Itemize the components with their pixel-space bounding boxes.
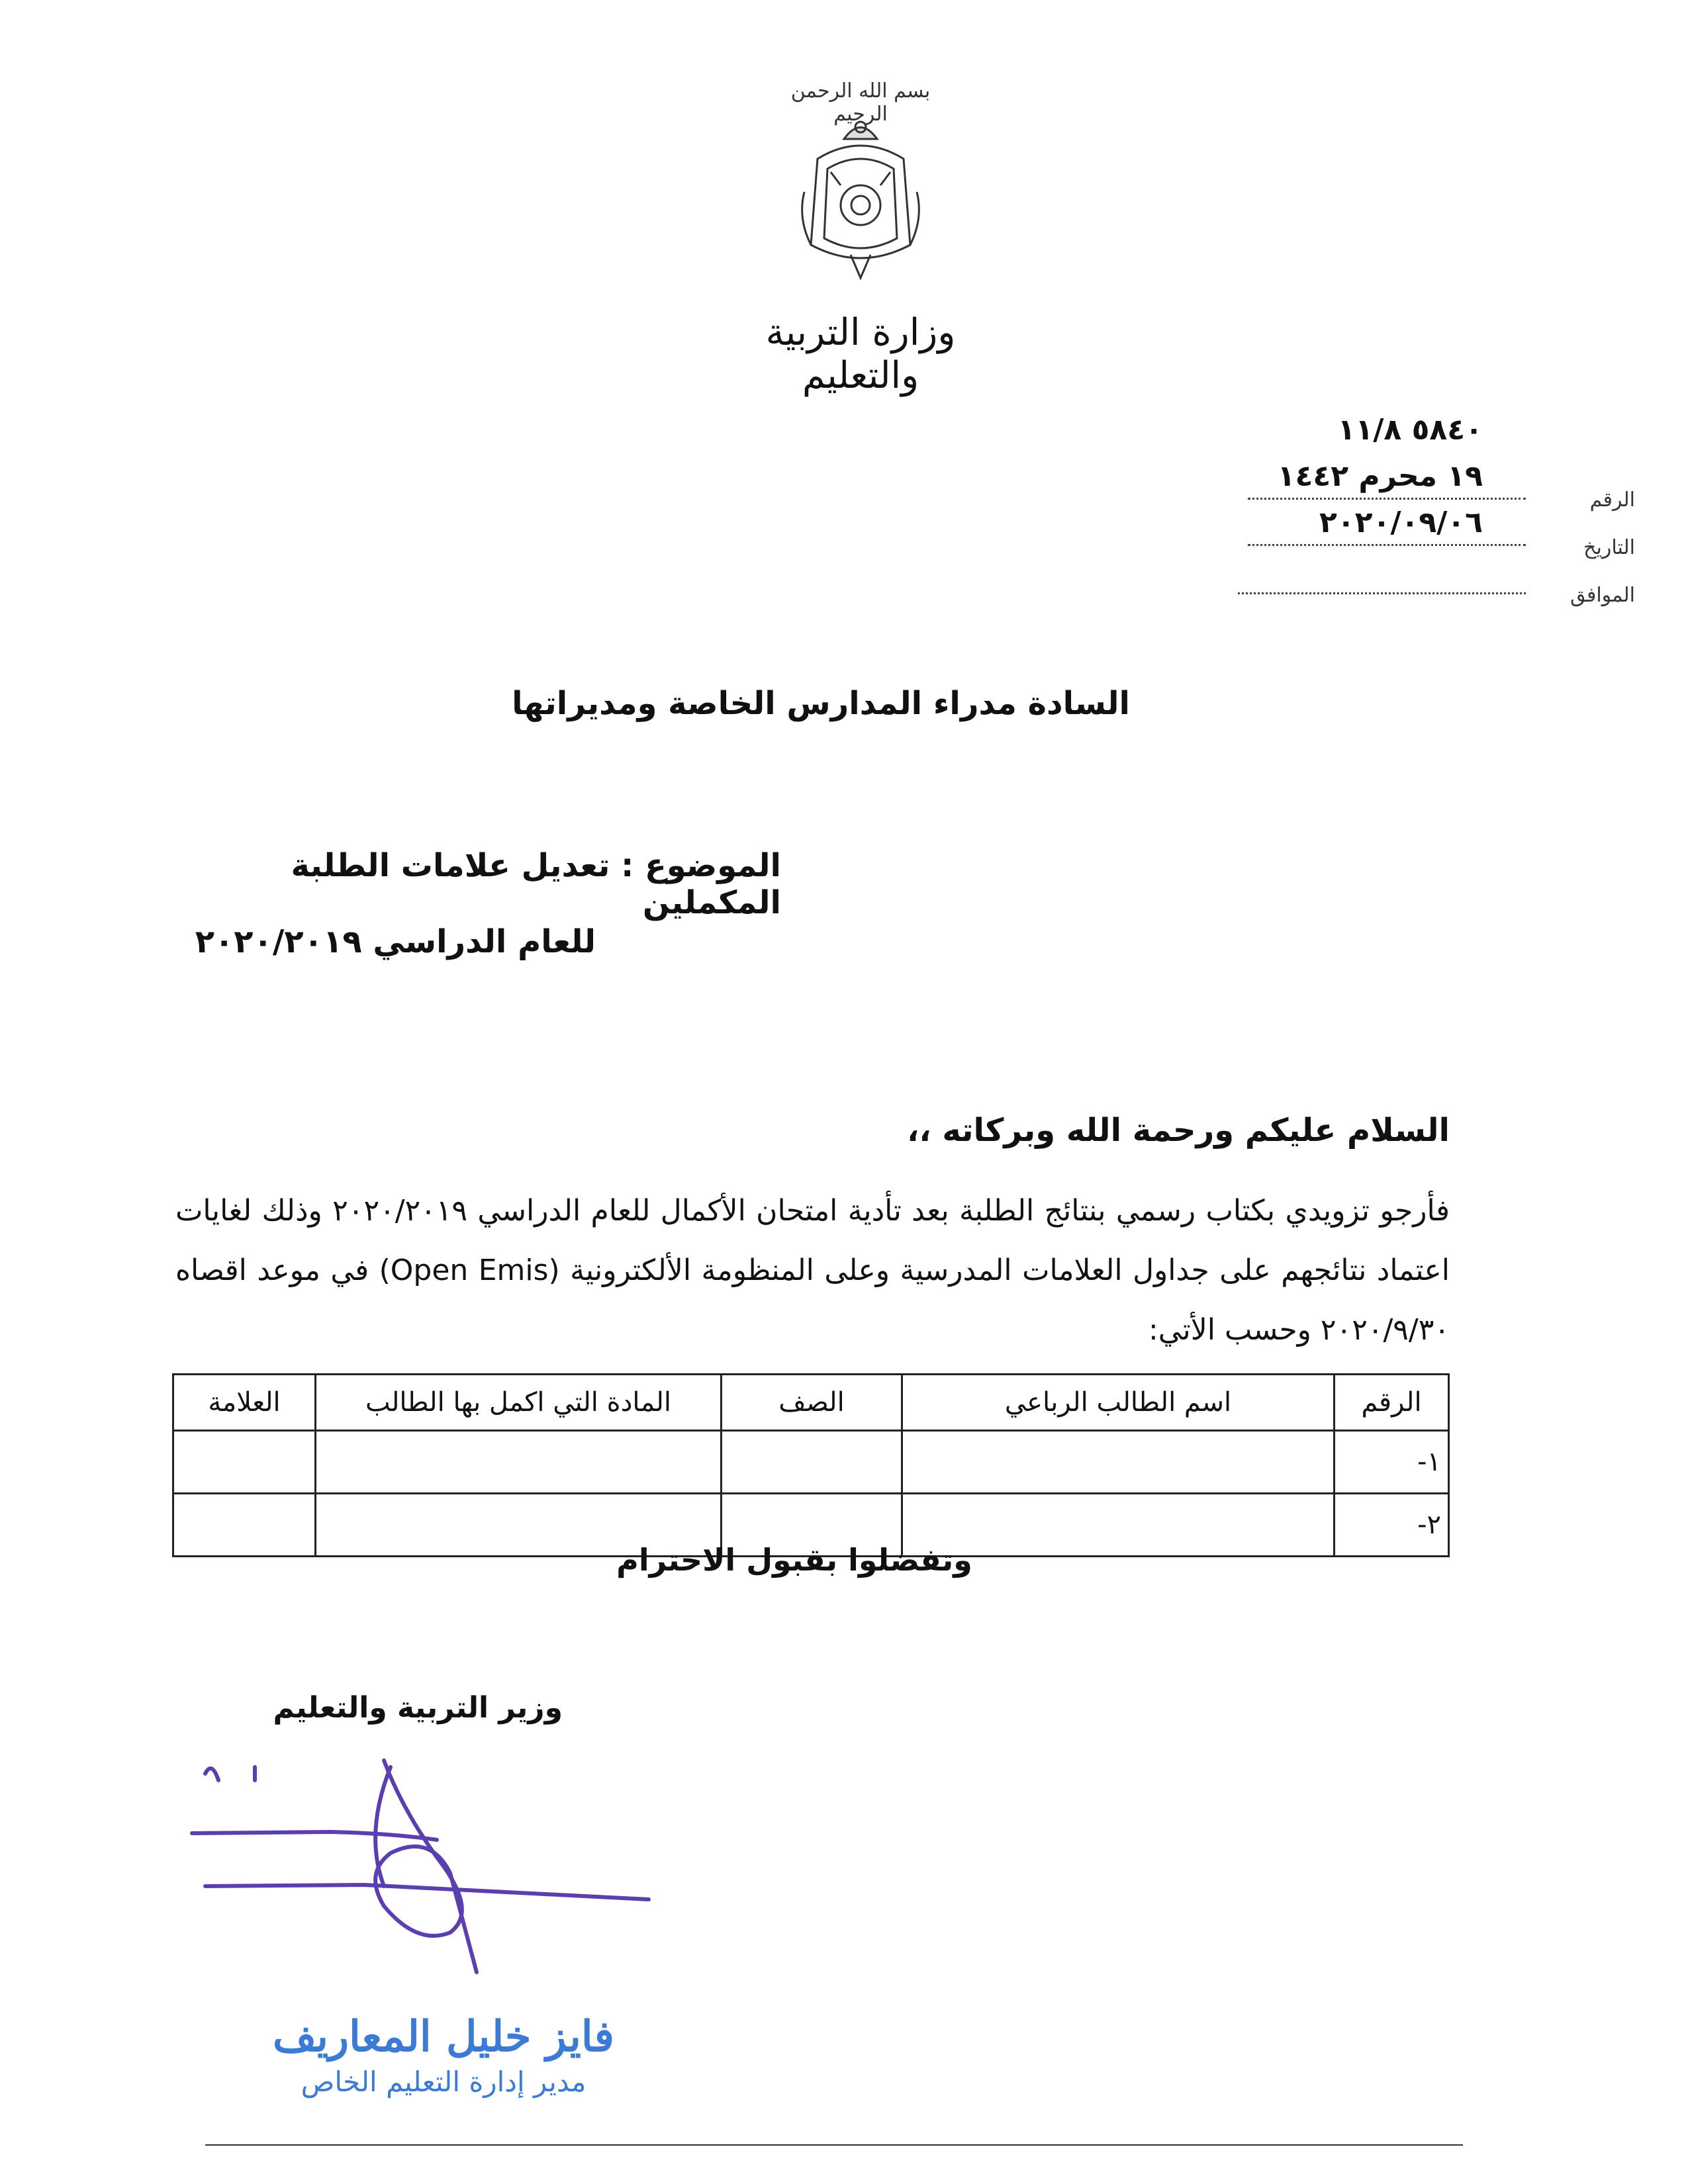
label-corresponding: الموافق <box>1570 584 1635 607</box>
recipient: السادة مدراء المدارس الخاصة ومديراتها <box>512 685 1130 722</box>
gregorian-date: ٢٠٢٠/٠٩/٠٦ <box>1319 506 1483 539</box>
header-number: الرقم <box>1335 1375 1449 1431</box>
header-subject: المادة التي اكمل بها الطالب <box>316 1375 722 1431</box>
subject-year: للعام الدراسي ٢٠٢٠/٢٠١٩ <box>195 923 596 960</box>
dotted-line <box>1248 498 1526 500</box>
reference-number: ٥٨٤٠ ١١/٨ <box>1337 413 1483 447</box>
label-date: التاريخ <box>1583 536 1635 559</box>
greeting: السلام عليكم ورحمة الله وبركاته ،، <box>907 1112 1450 1149</box>
official-stamp <box>265 2012 622 2131</box>
students-table <box>172 1373 1450 1557</box>
cell-student-name <box>902 1431 1335 1494</box>
row-number: ١- <box>1335 1431 1449 1494</box>
cell-grade <box>722 1431 902 1494</box>
body-paragraph: فأرجو تزويدي بكتاب رسمي بنتائج الطلبة بعد تأدية امتحان الأكمال للعام الدراسي ٢٠٢٠/٢٠١٩ وذلك لغايات اعتماد نتائجهم على جداول العلامات المدرسية وعلى المنظومة الألكترونية (Open Emis) في موعد اقصاه ٢٠٢٠/٩/٣٠ وحسب الأتي: <box>175 1194 1450 1347</box>
cell-mark <box>173 1431 316 1494</box>
ministry-name: وزارة التربية والتعليم <box>765 311 956 397</box>
signature-icon <box>165 1734 669 1999</box>
table-header-row <box>173 1375 1449 1431</box>
jordan-coat-of-arms-icon <box>791 113 930 285</box>
cell-mark <box>173 1494 316 1557</box>
header-grade: الصف <box>722 1375 902 1431</box>
dotted-line <box>1238 592 1526 594</box>
hijri-date: ١٩ محرم ١٤٤٢ <box>1277 459 1483 493</box>
reference-values <box>1244 407 1483 546</box>
label-number: الرقم <box>1589 488 1635 512</box>
subject: الموضوع : تعديل علامات الطلبة المكملين <box>291 847 781 921</box>
header-student-name: اسم الطالب الرباعي <box>902 1375 1335 1431</box>
minister-title: وزير التربية والتعليم <box>273 1691 563 1725</box>
cell-subject <box>316 1431 722 1494</box>
header-mark: العلامة <box>173 1375 316 1431</box>
footer-divider <box>205 2144 1463 2146</box>
reference-labels <box>1536 477 1635 619</box>
table-row <box>173 1431 1449 1494</box>
letterhead <box>0 0 1688 397</box>
closing: وتفضلوا بقبول الاحترام <box>616 1542 972 1578</box>
basmala: بسم الله الرحمن الرحيم <box>790 79 931 126</box>
stamp-name: فايز خليل المعاريف <box>273 2012 614 2062</box>
stamp-title: مدير إدارة التعليم الخاص <box>301 2066 586 2098</box>
row-number: ٢- <box>1335 1494 1449 1557</box>
dotted-line <box>1248 544 1526 546</box>
